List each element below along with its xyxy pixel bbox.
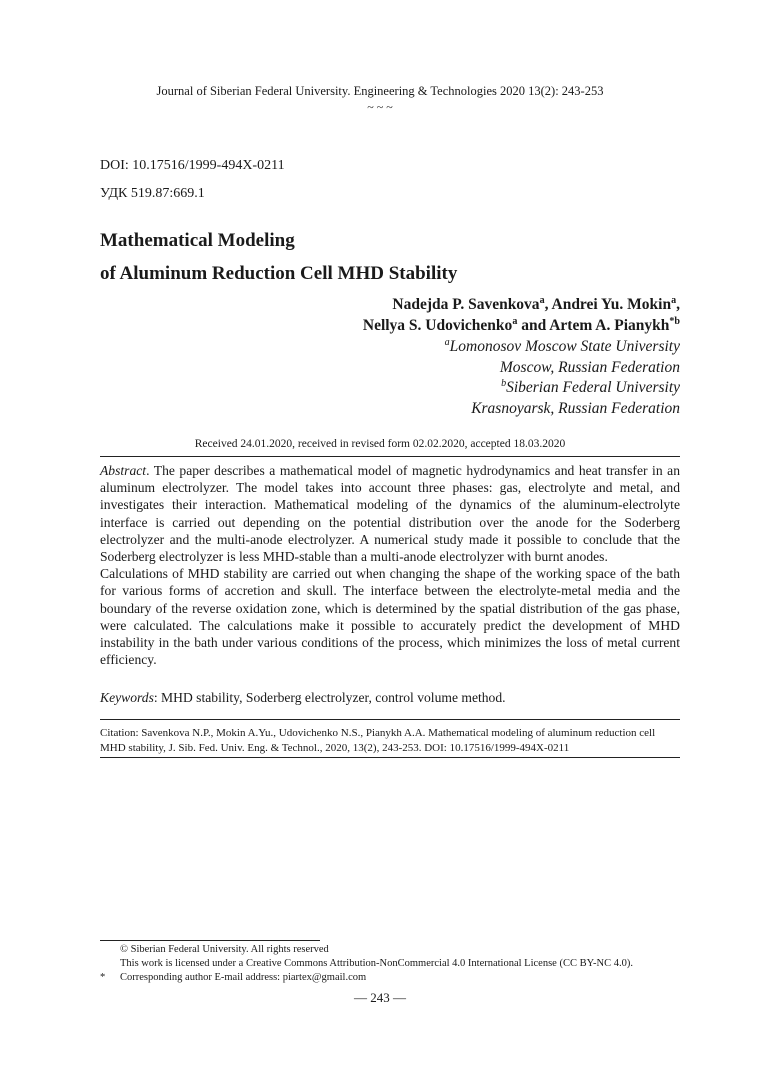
- corresponding-author: [100, 971, 700, 985]
- affil-mark: a: [444, 336, 450, 348]
- author-conjunction: and: [517, 317, 550, 334]
- affil-text: Lomonosov Moscow State University: [449, 338, 680, 355]
- author-affil-mark: a: [671, 294, 677, 306]
- udk-code: УДК 519.87:669.1: [100, 186, 205, 201]
- received-dates: Received 24.01.2020, received in revised form 02.02.2020, accepted 18.03.2020: [194, 438, 566, 450]
- affil-mark: b: [501, 377, 507, 389]
- abstract-label: Abstract: [100, 463, 147, 478]
- author-separator: ,: [544, 296, 552, 313]
- affiliation-b-line-1: [100, 378, 680, 399]
- author-line-2: [100, 315, 680, 336]
- affiliation-a-line-2: Moscow, Russian Federation: [499, 358, 680, 376]
- title-line-1: Mathematical Modeling: [100, 230, 295, 251]
- abstract-paragraph-1: [100, 462, 680, 565]
- abstract-text: . The paper describes a mathematical model of magnetic hydrodynamics and heat transfer in an aluminum electrolyzer. The model takes into account three phases: gas, electrolyte and metal, and investigates their interaction. Mathematical modeling of the dynamics of the aluminum-electrolyte interface is carried out depending on the potential distribution over the anode for the Soderberg electrolyzer and the multi-anode electrolyzer. A numerical study made it possible to conclude that the Soderberg electrolyzer is less MHD-stable than a multi-anode electrolyzer with burnt anodes.: [100, 463, 680, 565]
- author-name: Nellya S. Udovichenko: [362, 317, 513, 334]
- citation: Citation: Savenkova N.P., Mokin A.Yu., Udovichenko N.S., Pianykh A.A. Mathematical modeling of aluminum reduction cell MHD stability, J. Sib. Fed. Univ. Eng. & Technol., 2020, 13(2), 243-253. DOI: 10.17516/1999-494X-0211: [100, 727, 656, 754]
- author-affil-mark: a: [512, 315, 518, 327]
- doi[interactable]: DOI: 10.17516/1999-494X-0211: [100, 158, 285, 173]
- license-notice[interactable]: This work is licensed under a Creative Commons Attribution-NonCommercial 4.0 International License (CC BY-NC 4.0).: [120, 958, 633, 969]
- author-line-1: [100, 294, 680, 315]
- corresponding-email[interactable]: Corresponding author E-mail address: piartex@gmail.com: [120, 972, 367, 983]
- header-ornament: ~ ~ ~: [367, 100, 393, 114]
- abstract: [100, 462, 680, 668]
- affiliations: [100, 337, 680, 419]
- author-separator: ,: [676, 296, 680, 313]
- keywords: [100, 690, 680, 706]
- divider: [100, 719, 680, 720]
- author-affil-mark: a: [539, 294, 545, 306]
- journal-header: Journal of Siberian Federal University. Engineering & Technologies 2020 13(2): 243-253: [156, 84, 604, 98]
- footnote-marker: *: [100, 972, 106, 983]
- page-number: — 243 —: [354, 990, 406, 1005]
- footnote-rule: [100, 940, 320, 941]
- title-line-2: of Aluminum Reduction Cell MHD Stability: [100, 263, 458, 284]
- divider: [100, 456, 680, 457]
- affiliation-a-line-1: [100, 337, 680, 358]
- author-list: [100, 294, 680, 336]
- affil-text: Siberian Federal University: [506, 379, 680, 396]
- keywords-text: : MHD stability, Soderberg electrolyzer, control volume method.: [153, 690, 506, 705]
- keywords-label: Keywords: [100, 690, 154, 705]
- author-affil-mark: *b: [669, 315, 680, 327]
- paper-title: [100, 224, 457, 290]
- divider: [100, 757, 680, 758]
- abstract-paragraph-2: Calculations of MHD stability are carried out when changing the shape of the working space of the bath for various forms of accretion and skull. The interface between the electrolyte-metal media and the boundary of the reverse oxidation zone, which is determined by the spatial distribution of the gas phase, were calculated. The calculations make it possible to accurately predict the development of MHD instability in the bath under various conditions of the process, which minimizes the loss of metal current efficiency.: [100, 566, 680, 668]
- author-name: Artem A. Pianykh: [549, 317, 670, 334]
- author-name: Nadejda P. Savenkova: [392, 296, 540, 313]
- author-name: Andrei Yu. Mokin: [551, 296, 672, 313]
- affiliation-b-line-2: Krasnoyarsk, Russian Federation: [471, 399, 680, 417]
- copyright-notice: © Siberian Federal University. All rights reserved: [120, 944, 329, 955]
